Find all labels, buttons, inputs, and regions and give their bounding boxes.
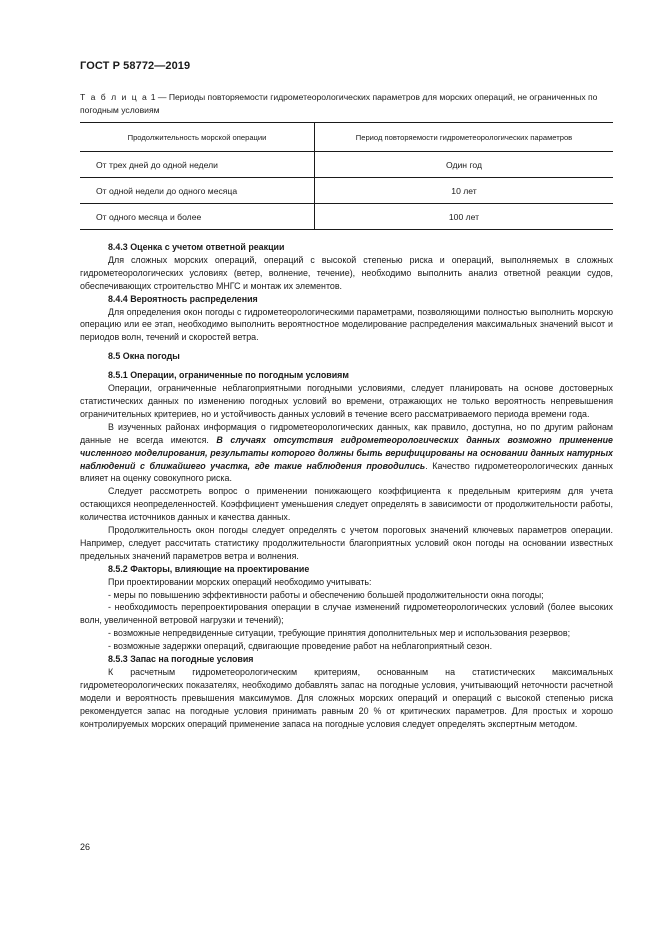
table-row (80, 152, 613, 178)
section-paragraph: Операции, ограниченные неблагоприятными погодными условиями, следует планировать на основе достоверных статистических данных по изменению погодных условий во времени, отражающих не только вероятность непревышения ограничительных критериев, но и устойчивость данных условий в течение всего рассматриваемого периода времени года. (80, 383, 613, 419)
table-cell-duration: От трех дней до одной недели (80, 152, 315, 178)
section-paragraph (80, 421, 613, 486)
section-text-8-5-3: К расчетным гидрометеорологическим критериям, основанным на статистических максимальных гидрометеорологических показателях, необходимо добавлять запас на погодные условия, учитывающий неточности расчетной модели и вероятность превышения максимумов. Для сложных морских операций и операций с высокой степенью риска рекомендуется запас на погодные условия принимать равным 20 % от критических параметров. Для простых и хорошо контролируемых морских операций применение запаса на погодные условия следует определять экспертным методом. (80, 667, 613, 729)
table-cell-duration: От одной недели до одного месяца (80, 178, 315, 204)
table-caption-label: Т а б л и ц а (80, 92, 149, 102)
list-item: - возможные задержки операций, сдвигающие проведение работ на неблагоприятный сезон. (108, 641, 493, 652)
section-paragraph: При проектировании морских операций необходимо учитывать: (108, 576, 372, 587)
list-item: - необходимость перепроектирования операции в случае изменений гидрометеорологических условий (более высоких волн, увеличенной ветровой нагрузки и течений); (80, 602, 613, 626)
table-caption-text: 1 — Периоды повторяемости гидрометеорологических параметров для морских операций, не ограниченных по погодным условиям (80, 92, 598, 115)
paragraph-text: В изученных районах информация о гидрометеорологических данных, как правило, доступна, но по другим районам данные не всегда имеются. (80, 421, 613, 445)
table-header-row (80, 123, 613, 152)
table-header-period: Период повторяемости гидрометеорологических параметров (315, 123, 614, 152)
table-caption (80, 91, 613, 116)
table-cell-duration: От одного месяца и более (80, 204, 315, 230)
standard-designation: ГОСТ Р 58772—2019 (80, 60, 191, 72)
section-heading-8-5: 8.5 Окна погоды (108, 351, 180, 362)
section-paragraph: Следует рассмотреть вопрос о применении понижающего коэффициента к предельным критериям для учета остающихся неопределенностей. Коэффициент уменьшения следует определять в зависимости от продолжительности работы, количества источников данных и качества данных. (80, 486, 613, 523)
table-row (80, 204, 613, 230)
section-text-8-4-3: Для сложных морских операций, операций с высокой степенью риска и операций, выполняемых в сложных гидрометеорологических условиях (ветер, волнение, течение), необходимо выполнить анализ ответной реакции судов, обеспечивающих строительство МНГС и монтаж их элементов. (80, 254, 613, 291)
section-heading-8-5-2: 8.5.2 Факторы, влияющие на проектирование (108, 563, 310, 574)
section-heading-8-5-1: 8.5.1 Операции, ограниченные по погодным условиям (108, 370, 349, 381)
section-heading-8-4-3: 8.4.3 Оценка с учетом ответной реакции (108, 242, 285, 252)
section-text-8-4-4: Для определения окон погоды с гидрометеорологическими параметрами, позволяющими полностью выполнить морскую операцию или ее этап, необходимо выполнить вероятностное моделирование распределения максимальных значений высот и периодов волн, течений и скоростей ветра. (80, 306, 613, 343)
paragraph-text: . Качество гидрометеорологических данных влияет на оценку совокупного риска. (80, 460, 613, 484)
table-cell-period: Один год (315, 152, 614, 178)
list-item: - меры по повышению эффективности работы и обеспечению большей продолжительности окна погоды; (108, 589, 544, 600)
page-number: 26 (80, 842, 91, 852)
table-header-duration: Продолжительность морской операции (80, 123, 315, 152)
table-row (80, 178, 613, 204)
section-heading-8-5-3: 8.5.3 Запас на погодные условия (108, 654, 254, 665)
document-body (80, 241, 613, 731)
section-heading-8-4-4: 8.4.4 Вероятность распределения (108, 293, 258, 304)
emphasized-text: В случаях отсутствия гидрометеорологических данных возможно применение численного моделирования, результаты которого должны быть верифицированы на основании данных натурных наблюдений с ближайшего участка, где такие наблюдения проводились (80, 434, 613, 471)
list-item: - возможные непредвиденные ситуации, требующие принятия дополнительных мер и использования резервов; (108, 628, 571, 639)
recurrence-table (80, 122, 613, 230)
table-cell-period: 100 лет (315, 204, 614, 230)
table-cell-period: 10 лет (315, 178, 614, 204)
section-paragraph: Продолжительность окон погоды следует определять с учетом пороговых значений ключевых параметров операции. Например, следует рассчитать статистику продолжительности благоприятных условий окон погоды на основании известных предельных значений параметров ветра и волнения. (80, 525, 613, 561)
